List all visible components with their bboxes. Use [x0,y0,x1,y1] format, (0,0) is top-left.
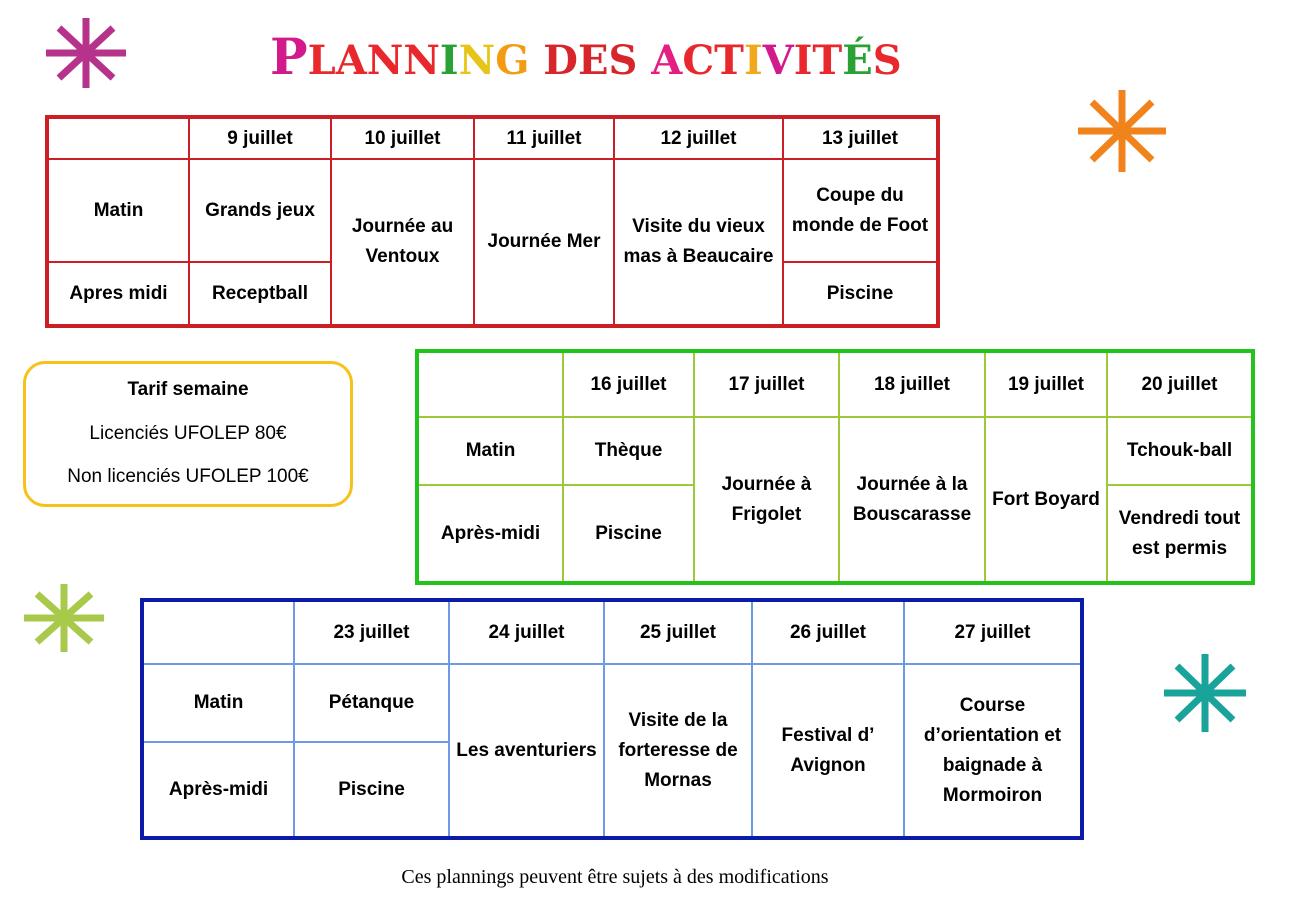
corner-cell [47,117,189,159]
price-unlicensed: Non licenciés UFOLEP 100€ [67,466,309,487]
activity-cell: Festival d’ Avignon [752,664,904,838]
title-letter: N [458,37,496,84]
activity-cell: Visite du vieux mas à Beaucaire [614,159,783,326]
page-title [270,22,950,92]
day-header: 13 juillet [783,117,938,159]
day-header: 24 juillet [449,600,604,664]
row-label-afternoon: Après-midi [417,485,563,583]
day-header: 27 juillet [904,600,1082,664]
day-header: 18 juillet [839,351,985,417]
corner-cell [417,351,563,417]
day-header: 11 juillet [474,117,614,159]
title-letter: S [872,37,902,84]
activity-cell: Journée à la Bouscarasse [839,417,985,583]
title-letter: I [743,37,763,84]
title-letter [637,26,651,96]
activity-cell: Thèque [563,417,694,485]
schedule-week-1 [45,115,940,328]
day-header: 20 juillet [1107,351,1253,417]
day-header: 16 juillet [563,351,694,417]
activity-cell: Journée à Frigolet [694,417,839,583]
title-letter: É [842,37,873,84]
asterisk-lime-icon [22,582,106,654]
title-letter: G [495,37,530,84]
activity-cell: Grands jeux [189,159,331,262]
activity-cell: Piscine [563,485,694,583]
title-letter: IT [793,37,843,84]
price-box [23,361,353,507]
asterisk-orange-icon [1076,88,1168,174]
day-header: 10 juillet [331,117,474,159]
title-letter: CT [682,37,744,84]
activity-cell: Les aventuriers [449,664,604,838]
asterisk-magenta-icon [44,16,128,90]
activity-cell: Piscine [783,262,938,326]
footer-note: Ces plannings peuvent être sujets à des modifications [401,866,829,888]
day-header: 23 juillet [294,600,449,664]
activity-cell: Vendredi tout est permis [1107,485,1253,583]
day-header: 9 juillet [189,117,331,159]
row-label-morning: Matin [47,159,189,262]
title-letter: P [270,27,308,86]
activity-cell: Tchouk-ball [1107,417,1253,485]
activity-cell: Piscine [294,742,449,838]
activity-cell: Journée au Ventoux [331,159,474,326]
activity-cell: Visite de la forteresse de Mornas [604,664,752,838]
activity-cell: Fort Boyard [985,417,1107,583]
activity-cell: Receptball [189,262,331,326]
schedule-week-2 [415,349,1255,585]
price-title: Tarif semaine [127,379,249,400]
row-label-morning: Matin [417,417,563,485]
day-header: 17 juillet [694,351,839,417]
activity-cell: Journée Mer [474,159,614,326]
schedule-week-3 [140,598,1084,840]
day-header: 19 juillet [985,351,1107,417]
price-licensed: Licenciés UFOLEP 80€ [89,423,287,444]
row-label-afternoon: Apres midi [47,262,189,326]
row-label-afternoon: Après-midi [142,742,294,838]
corner-cell [142,600,294,664]
day-header: 25 juillet [604,600,752,664]
title-letter: A [651,37,683,84]
day-header: 12 juillet [614,117,783,159]
activity-cell: Course d’orientation et baignade à Mormoiron [904,664,1082,838]
title-letter: LANN [307,37,440,84]
day-header: 26 juillet [752,600,904,664]
asterisk-teal-icon [1162,652,1248,734]
activity-cell: Coupe du monde de Foot [783,159,938,262]
title-letter: DES [543,37,638,84]
title-letter [529,26,543,96]
title-letter: I [439,37,459,84]
title-letter: V [762,37,794,84]
row-label-morning: Matin [142,664,294,742]
activity-cell: Pétanque [294,664,449,742]
